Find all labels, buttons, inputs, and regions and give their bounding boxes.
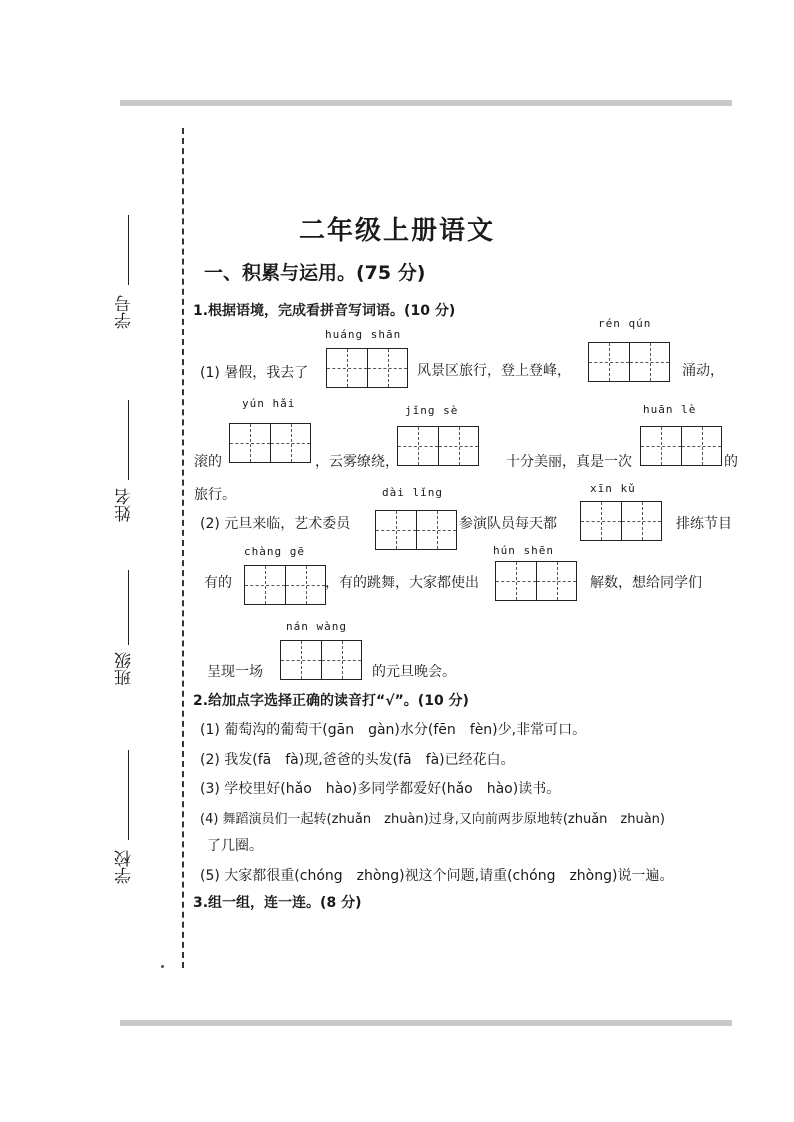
answer-grid[interactable]: [280, 640, 362, 680]
page-title: 二年级上册语文: [298, 216, 495, 246]
answer-grid[interactable]: [397, 426, 479, 466]
section-heading: 一、积累与运用。(75 分): [204, 262, 426, 284]
pinyin-label: chàng gē: [244, 545, 305, 558]
name-field: [112, 400, 142, 525]
fill-line: [128, 570, 129, 645]
answer-grid[interactable]: [640, 426, 722, 466]
list-item: (2) 我发(fā fà)现,爸爸的头发(fā fà)已经花白。: [200, 752, 515, 768]
name-label: 姓名: [115, 488, 135, 522]
school-field: [112, 750, 142, 890]
binding-dashed-line: [182, 128, 184, 968]
pinyin-label: nán wàng: [286, 620, 347, 633]
text-line: 排练节目: [676, 516, 732, 532]
list-item: (4) 舞蹈演员们一起转(zhuǎn zhuàn)过身,又向前两步原地转(zhuǎn zhuàn): [200, 812, 665, 827]
fill-line: [128, 400, 129, 480]
student-id-label: 学号: [115, 295, 135, 329]
answer-grid[interactable]: [588, 342, 670, 382]
text-line: 风景区旅行，登上登峰，: [417, 363, 571, 379]
fill-line: [128, 750, 129, 840]
answer-grid[interactable]: [375, 510, 457, 550]
class-label: 班级: [115, 652, 135, 686]
school-label: 学校: [115, 850, 135, 884]
text-line: 滚的: [194, 454, 222, 470]
list-item: (5) 大家都很重(chóng zhòng)视这个问题,请重(chóng zhòng)说一遍。: [200, 868, 674, 884]
list-item: (1) 葡萄沟的葡萄干(gān gàn)水分(fēn fèn)少,非常可口。: [200, 722, 587, 738]
text-line: ，有的跳舞，大家都使出: [325, 575, 479, 591]
text-line: ，云雾缭绕，: [315, 454, 399, 470]
text-line: 呈现一场: [207, 664, 263, 680]
answer-grid[interactable]: [326, 348, 408, 388]
list-item: 了几圈。: [207, 838, 263, 854]
pinyin-label: huáng shān: [325, 328, 402, 341]
question-1-heading: 1.根据语境，完成看拼音写词语。(10 分): [193, 303, 456, 319]
text-line: (2) 元旦来临，艺术委员: [200, 516, 351, 532]
text-line: 解数，想给同学们: [590, 575, 702, 591]
text-line: 参演队员每天都: [459, 516, 557, 532]
list-item: (3) 学校里好(hǎo hào)多同学都爱好(hǎo hào)读书。: [200, 781, 561, 797]
pinyin-label: huān lè: [643, 403, 697, 416]
answer-grid[interactable]: [580, 501, 662, 541]
text-line: 涌动，: [682, 363, 724, 379]
text-line: 有的: [204, 575, 232, 591]
text-line: 十分美丽，真是一次: [506, 454, 632, 470]
text-line: 的元旦晚会。: [372, 664, 456, 680]
scan-edge-bottom: [120, 1020, 732, 1026]
answer-grid[interactable]: [244, 565, 326, 605]
pinyin-label: dài lǐng: [382, 486, 443, 499]
class-field: [112, 570, 142, 690]
text-line: 旅行。: [194, 487, 236, 503]
pinyin-label: hún shēn: [493, 544, 554, 557]
answer-grid[interactable]: [495, 561, 577, 601]
question-2-heading: 2.给加点字选择正确的读音打“√”。(10 分): [193, 693, 469, 709]
scan-edge-top: [120, 100, 732, 106]
answer-grid[interactable]: [229, 423, 311, 463]
pinyin-label: jǐng sè: [405, 404, 459, 417]
question-3-heading: 3.组一组，连一连。(8 分): [193, 895, 362, 911]
pinyin-label: rén qún: [598, 317, 652, 330]
pinyin-label: xīn kǔ: [590, 482, 636, 495]
scan-speck: [161, 965, 164, 968]
pinyin-label: yún hǎi: [242, 397, 296, 410]
text-line: (1) 暑假，我去了: [200, 365, 309, 381]
text-line: 的: [724, 454, 738, 470]
